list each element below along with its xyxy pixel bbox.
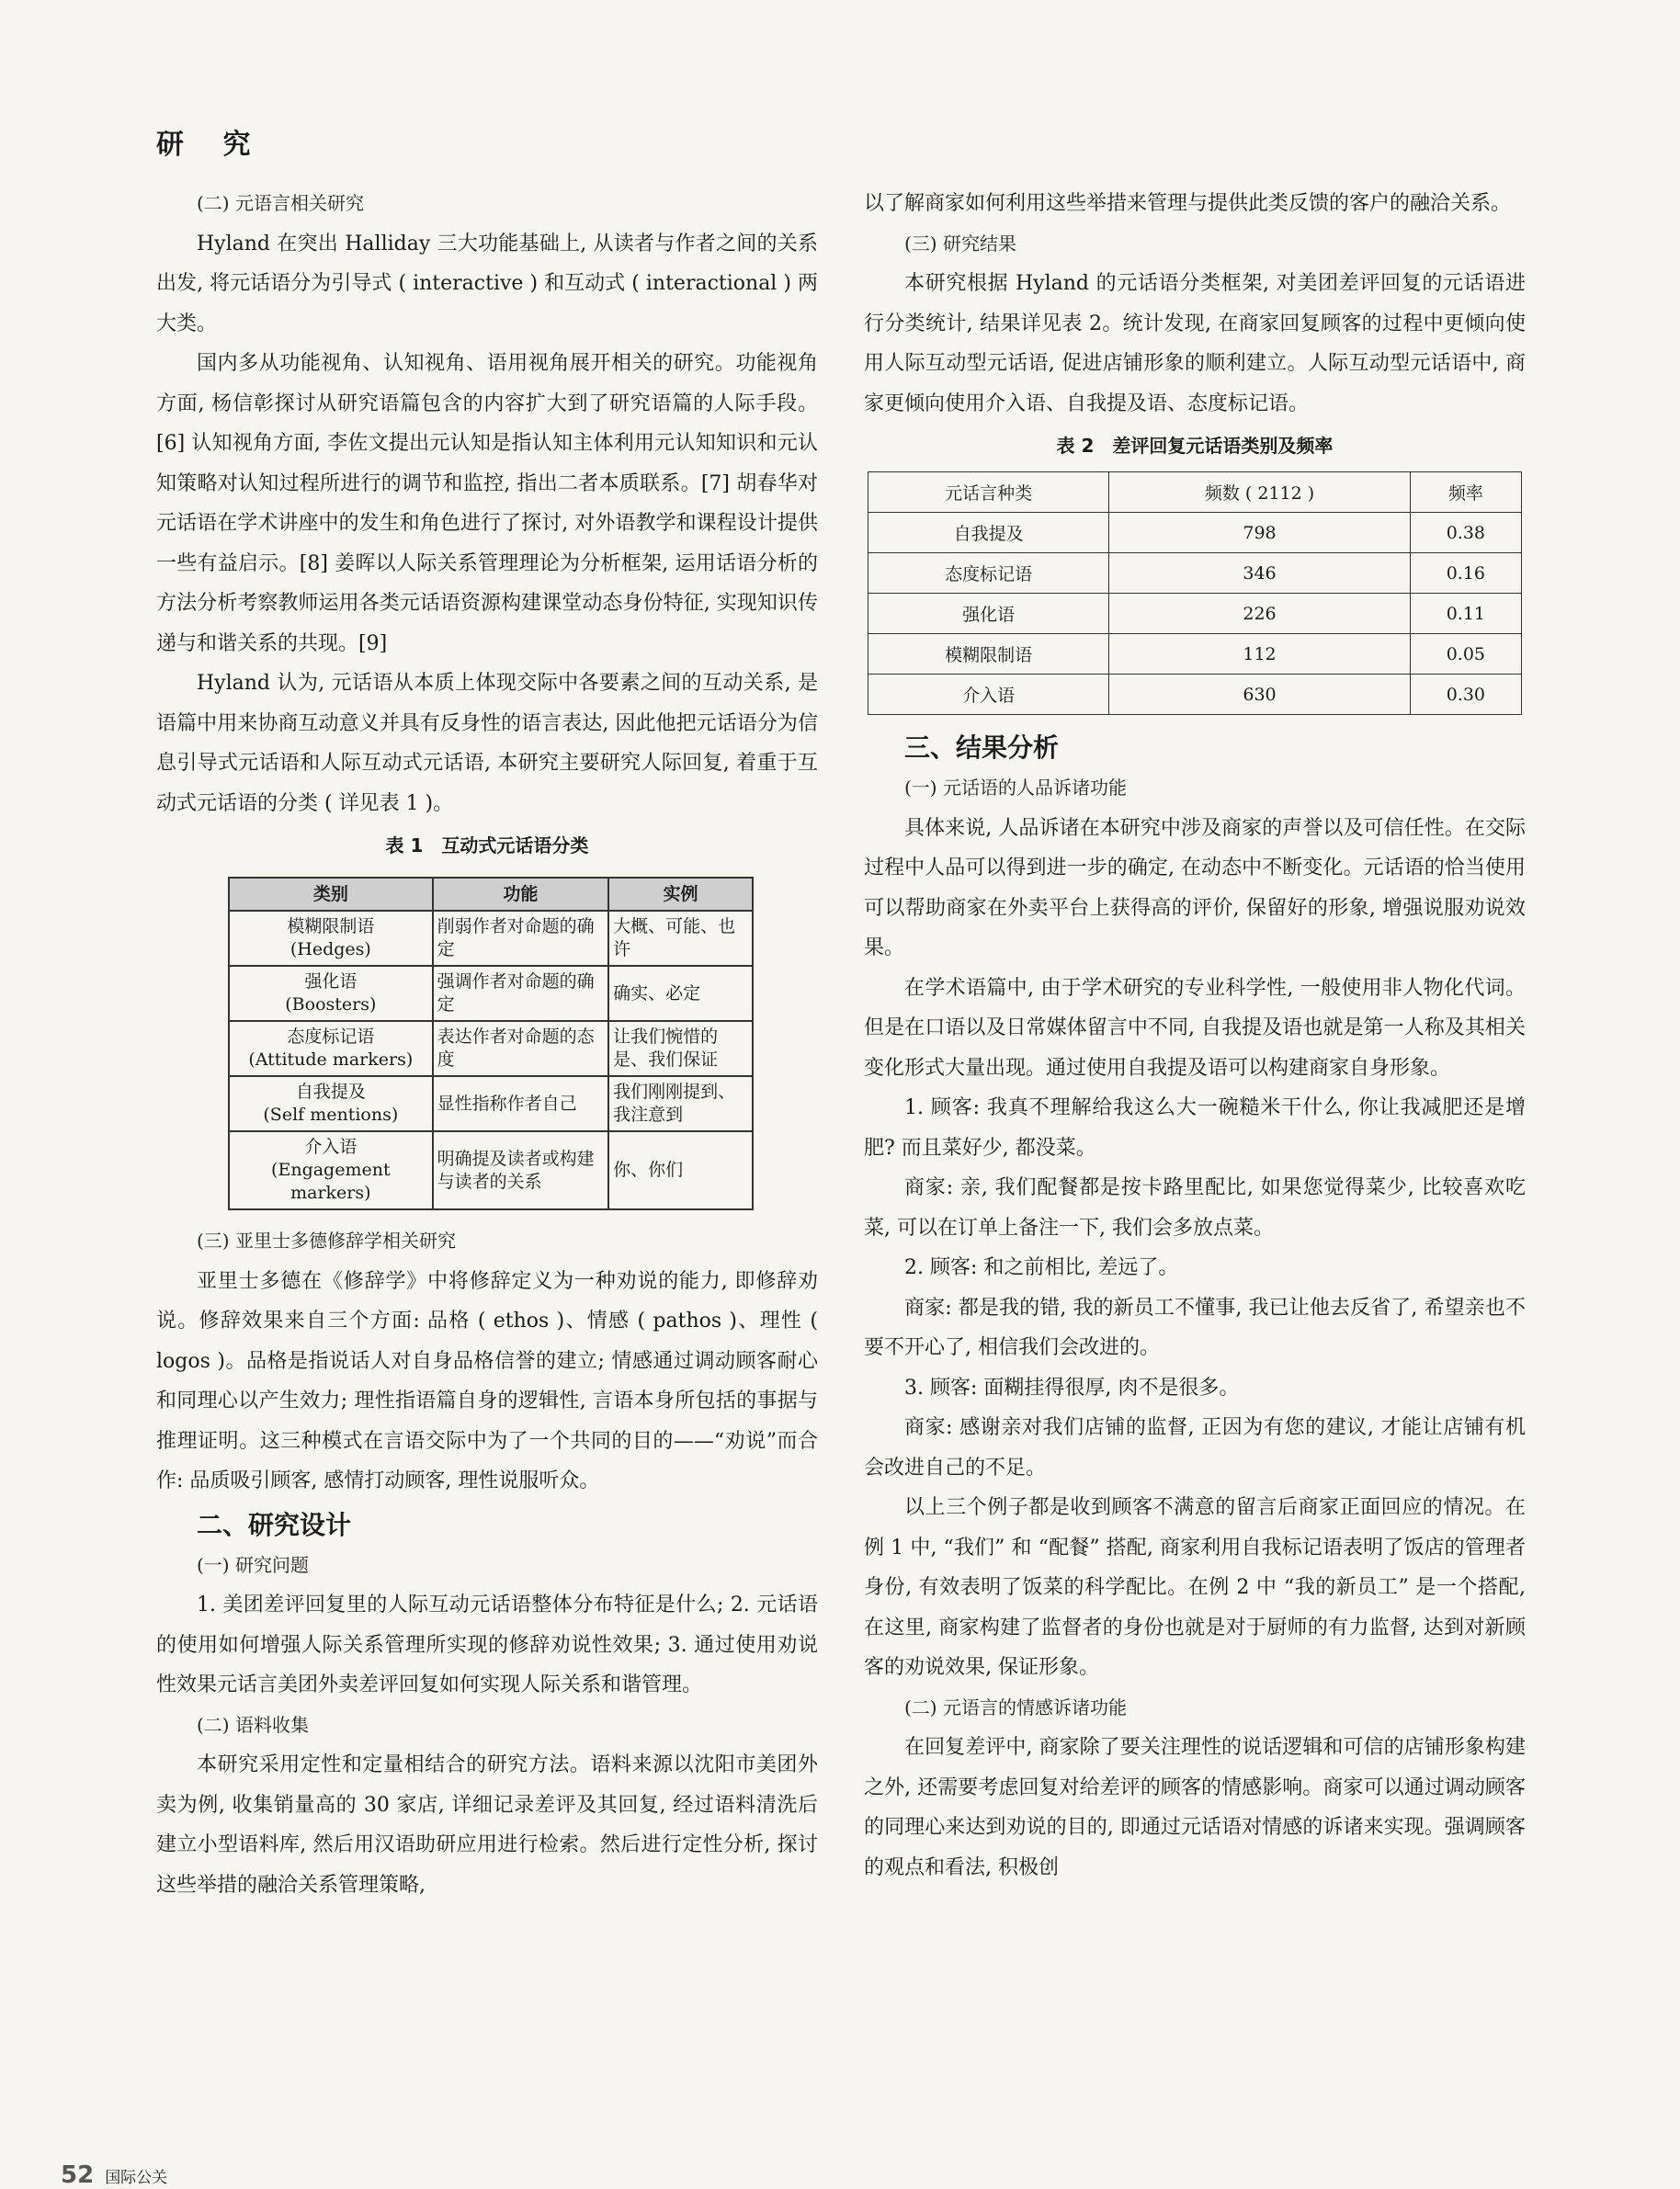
paragraph: 在学术语篇中, 由于学术研究的专业科学性, 一般使用非人物化代词。但是在口语以及日常媒体留言中不同, 自我提及语也就是第一人称及其相关变化形式大量出现。通过使用自我提及语可以构建商家自身形象。 — [864, 976, 1526, 1080]
table-cell: 0.11 — [1410, 594, 1521, 634]
example-customer: 3. 顾客: 面糊挂得很厚, 肉不是很多。 — [904, 1376, 1240, 1400]
subheading: (二) 元语言相关研究 — [197, 192, 364, 214]
table-row — [229, 1076, 753, 1131]
paragraph: 1. 美团差评回复里的人际互动元话语整体分布特征是什么; 2. 元话语的使用如何增强人际关系管理所实现的修辞劝说性效果; 3. 通过使用劝说性效果元话言美团外卖差评回复如何实现人际关系和谐管理。 — [156, 1594, 818, 1696]
category-zh: 模糊限制语 — [287, 916, 375, 936]
table-row — [229, 1021, 753, 1076]
table-cell: 自我提及 — [868, 513, 1109, 553]
table-cell: 态度标记语 — [868, 553, 1109, 594]
example-customer: 2. 顾客: 和之前相比, 差远了。 — [904, 1256, 1179, 1279]
table-cell: 112 — [1109, 634, 1410, 675]
example-customer: 1. 顾客: 我真不理解给我这么大一碗糙米干什么, 你让我减肥还是增肥? 而且菜好少, 都没菜。 — [864, 1096, 1526, 1160]
paragraph: 亚里士多德在《修辞学》中将修辞定义为一种劝说的能力, 即修辞劝说。修辞效果来自三个方面: 品格 ( ethos )、情感 ( pathos )、理性 ( logos )。品格是指说话人对自身品格信誉的建立; 情感通过调动顾客耐心和同理心以产生效力; 理性指语篇自身的逻辑性, 言语本身所包括的事据与推理证明。这三种模式在言语交际中为了一个共同的目的——“劝说”而合作: 品质吸引顾客, 感情打动顾客, 理性说服听众。 — [156, 1269, 818, 1492]
category-en: (Hedges) — [289, 939, 371, 959]
subheading: (二) 语料收集 — [197, 1713, 309, 1736]
table-cell: 确实、必定 — [608, 966, 753, 1021]
table-cell: 0.05 — [1410, 634, 1521, 675]
table-cell — [229, 1131, 433, 1209]
paragraph: 本研究根据 Hyland 的元话语分类框架, 对美团差评回复的元话语进行分类统计, 结果详见表 2。统计发现, 在商家回复顾客的过程中更倾向使用人际互动型元话语, 促进店铺形象的顺利建立。人际互动型元话语中, 商家更倾向使用介入语、自我提及语、态度标记语。 — [864, 272, 1526, 415]
table-cell: 明确提及读者或构建与读者的关系 — [433, 1131, 608, 1209]
table-cell: 630 — [1109, 675, 1410, 715]
table-cell: 表达作者对命题的态度 — [433, 1021, 608, 1076]
table-cell: 0.16 — [1410, 553, 1521, 594]
section-heading: 二、研究设计 — [197, 1509, 352, 1540]
table-cell — [229, 911, 433, 966]
journal-name: 国际公关 — [105, 2169, 168, 2187]
example-reply: 商家: 感谢亲对我们店铺的监督, 正因为有您的建议, 才能让店铺有机会改进自己的不足。 — [864, 1416, 1526, 1480]
paragraph: Hyland 认为, 元话语从本质上体现交际中各要素之间的互动关系, 是语篇中用来协商互动意义并具有反身性的语言表达, 因此他把元话语分为信息引导式元话语和人际互动式元话语, 本研究主要研究人际回复, 着重于互动式元话语的分类 ( 详见表 1 )。 — [156, 672, 818, 815]
table-header: 频数 ( 2112 ) — [1109, 472, 1410, 513]
table-cell: 你、你们 — [608, 1131, 753, 1209]
table-cell: 模糊限制语 — [868, 634, 1109, 675]
table-cell: 介入语 — [868, 675, 1109, 715]
table-cell: 226 — [1109, 594, 1410, 634]
paragraph: 在回复差评中, 商家除了要关注理性的说话逻辑和可信的店铺形象构建之外, 还需要考虑回复对给差评的顾客的情感影响。商家可以通过调动顾客的同理心来达到劝说的目的, 即通过元话语对情感的诉诸来实现。强调顾客的观点和看法, 积极创 — [864, 1736, 1526, 1879]
paragraph: 以了解商家如何利用这些举措来管理与提供此类反馈的客户的融洽关系。 — [864, 192, 1512, 215]
category-en: (Boosters) — [285, 994, 377, 1015]
paragraph: 本研究采用定性和定量相结合的研究方法。语料来源以沈阳市美团外卖为例, 收集销量高的 30 家店, 详细记录差评及其回复, 经过语料清洗后建立小型语料库, 然后用汉语助研应用进行检索。然后进行定性分析, 探讨这些举措的融洽关系管理策略, — [156, 1753, 818, 1897]
table-header-row — [229, 878, 753, 911]
table-row — [229, 966, 753, 1021]
table-cell: 强调作者对命题的确定 — [433, 966, 608, 1021]
subheading: (三) 研究结果 — [904, 232, 1016, 255]
category-zh: 强化语 — [304, 971, 358, 992]
table-cell: 让我们惋惜的是、我们保证 — [608, 1021, 753, 1076]
category-zh: 自我提及 — [295, 1082, 366, 1102]
table-cell: 0.38 — [1410, 513, 1521, 553]
example-reply: 商家: 都是我的错, 我的新员工不懂事, 我已让他去反省了, 希望亲也不要不开心了, 相信我们会改进的。 — [864, 1296, 1526, 1359]
table-cell — [229, 1076, 433, 1131]
table-cell — [229, 966, 433, 1021]
table-cell: 346 — [1109, 553, 1410, 594]
table-row — [229, 1131, 753, 1209]
table-cell — [229, 1021, 433, 1076]
table2-caption: 表 2 差评回复元话语类别及频率 — [1056, 435, 1334, 457]
table-cell: 削弱作者对命题的确定 — [433, 911, 608, 966]
table-row — [868, 594, 1522, 634]
subheading: (三) 亚里士多德修辞学相关研究 — [197, 1230, 456, 1252]
table-cell: 大概、可能、也许 — [608, 911, 753, 966]
table-row — [229, 911, 753, 966]
subheading: (二) 元语言的情感诉诸功能 — [904, 1696, 1127, 1718]
table-cell: 显性指称作者自己 — [433, 1076, 608, 1131]
right-column — [864, 184, 1526, 1888]
category-en: (Self mentions) — [263, 1105, 399, 1125]
example-reply: 商家: 亲, 我们配餐都是按卡路里配比, 如果您觉得菜少, 比较喜欢吃菜, 可以在订单上备注一下, 我们会多放点菜。 — [864, 1176, 1526, 1240]
paragraph: 国内多从功能视角、认知视角、语用视角展开相关的研究。功能视角方面, 杨信彰探讨从研究语篇包含的内容扩大到了研究语篇的人际手段。[6] 认知视角方面, 李佐文提出元认知是指认知主体利用元认知知识和元认知策略对认知过程所进行的调节和监控, 指出二者本质联系。[7] 胡春华对元话语在学术讲座中的发生和角色进行了探讨, 对外语教学和课程设计提供一些有益启示。[8] 姜晖以人际关系管理理论为分析框架, 运用话语分析的方法分析考察教师运用各类元话语资源构建课堂动态身份特征, 实现知识传递与和谐关系的共现。[9] — [156, 352, 818, 655]
table1 — [228, 877, 754, 1210]
category-en: (Attitude markers) — [248, 1049, 414, 1070]
table-cell: 798 — [1109, 513, 1410, 553]
paragraph: 以上三个例子都是收到顾客不满意的留言后商家正面回应的情况。在例 1 中, “我们” 和 “配餐” 搭配, 商家利用自我标记语表明了饭店的管理者身份, 有效表明了饭菜的科学配比。在例 2 中 “我的新员工” 是一个搭配, 在这里, 商家构建了监督者的身份也就是对于厨师的有力监督, 达到对新顾客的劝说效果, 保证形象。 — [864, 1496, 1526, 1679]
table-header: 元话言种类 — [868, 472, 1109, 513]
table-cell: 0.30 — [1410, 675, 1521, 715]
table-row — [868, 513, 1522, 553]
subheading: (一) 元话语的人品诉诸功能 — [904, 777, 1127, 799]
table-cell: 强化语 — [868, 594, 1109, 634]
table-header: 类别 — [229, 878, 433, 911]
table-cell: 我们刚刚提到、我注意到 — [608, 1076, 753, 1131]
table-row — [868, 634, 1522, 675]
category-zh: 介入语 — [304, 1137, 358, 1157]
left-column — [156, 184, 818, 1905]
paragraph: 具体来说, 人品诉诸在本研究中涉及商家的声誉以及可信任性。在交际过程中人品可以得到进一步的确定, 在动态中不断变化。元话语的恰当使用可以帮助商家在外卖平台上获得高的评价, 保留好的形象, 增强说服劝说效果。 — [864, 816, 1526, 959]
table-header: 实例 — [608, 878, 753, 911]
table-header: 功能 — [433, 878, 608, 911]
category-zh: 态度标记语 — [287, 1026, 375, 1047]
table-header-row — [868, 472, 1522, 513]
table-row — [868, 675, 1522, 715]
table1-caption: 表 1 互动式元话语分类 — [385, 834, 589, 856]
section-heading: 三、结果分析 — [904, 732, 1060, 763]
page-number: 52 — [61, 2161, 95, 2189]
table2 — [868, 471, 1522, 715]
table-header: 频率 — [1410, 472, 1521, 513]
category-en: (Engagement markers) — [271, 1160, 391, 1203]
section-label: 研 究 — [156, 129, 266, 161]
paragraph: Hyland 在突出 Halliday 三大功能基础上, 从读者与作者之间的关系出发, 将元话语分为引导式 ( interactive ) 和互动式 ( interactional ) 两大类。 — [156, 232, 818, 335]
table-row — [868, 553, 1522, 594]
page-footer — [61, 2161, 167, 2189]
subheading: (一) 研究问题 — [197, 1553, 309, 1576]
